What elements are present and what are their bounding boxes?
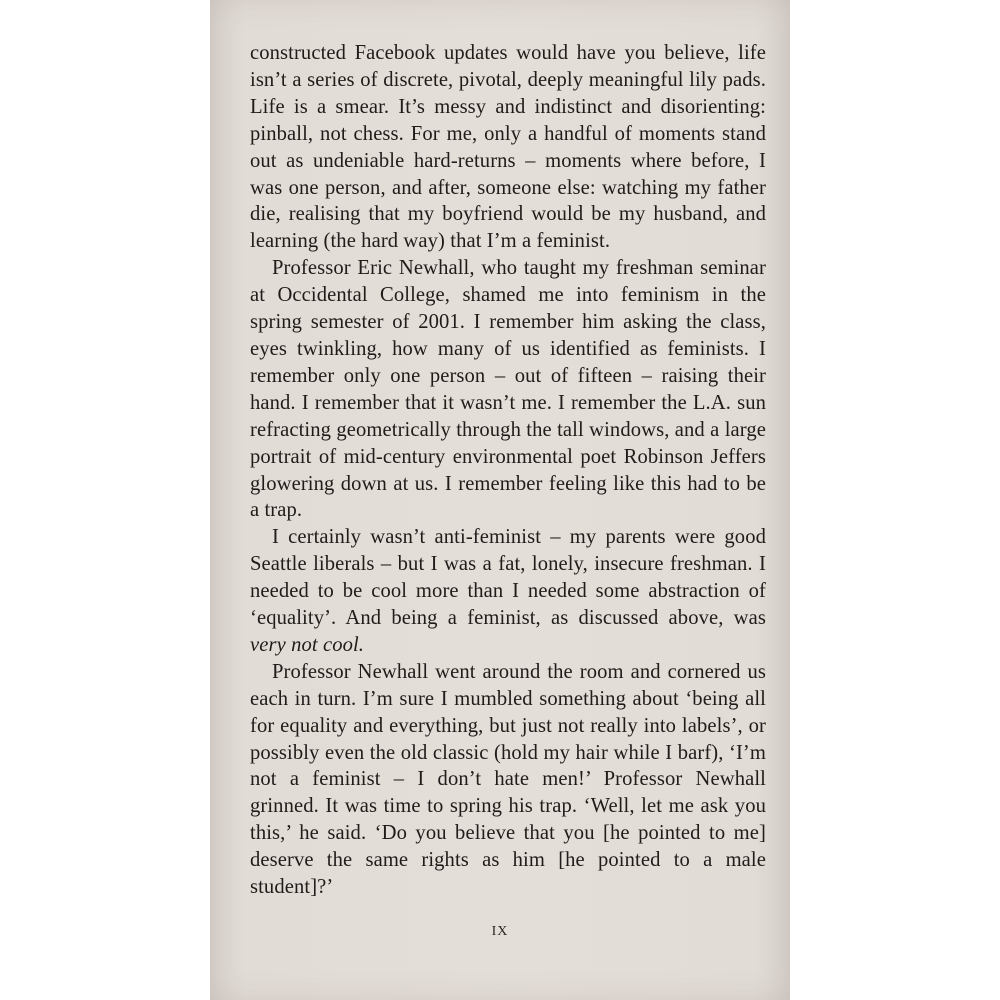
body-text bbox=[250, 40, 766, 901]
paragraph-2: Professor Eric Newhall, who taught my freshman seminar at Occidental College, shamed me into feminism in the spring semester of 2001. I remember him asking the class, eyes twinkling, how many of us identified as feminists. I remember only one person – out of fifteen – raising their hand. I remember that it wasn’t me. I remember the L.A. sun refracting geometrically through the tall windows, and a large portrait of mid-century environmental poet Robinson Jeffers glowering down at us. I remember feeling like this had to be a trap. bbox=[250, 257, 766, 522]
page-number: IX bbox=[491, 924, 509, 939]
paragraph-3-text: I certainly wasn’t anti-feminist – my parents were good Seattle liberals – but I was a fat, lonely, insecure freshman. I needed to be cool more than I needed some abstraction of ‘equality’. And being a feminist, as discussed above, was bbox=[250, 526, 766, 630]
paragraph-3 bbox=[250, 524, 766, 659]
paragraph-4: Professor Newhall went around the room and cornered us each in turn. I’m sure I mumbled something about ‘being all for equality and everything, but just not really into labels’, or possibly even the old classic (hold my hair while I barf), ‘I’m not a feminist – I don’t hate men!’ Professor Newhall grinned. It was time to spring his trap. ‘Well, let me ask you this,’ he said. ‘Do you believe that you [he pointed to me] deserve the same rights as him [he pointed to a male student]?’ bbox=[250, 660, 766, 899]
paragraph-1: constructed Facebook updates would have you believe, life isn’t a series of discrete, pivotal, deeply meaningful lily pads. Life is a smear. It’s messy and indistinct and disorienting: pinball, not chess. For me, only a handful of moments stand out as undeniable hard-returns – moments where before, I was one person, and after, someone else: watching my father die, realising that my boyfriend would be my husband, and learning (the hard way) that I’m a feminist. bbox=[250, 42, 766, 253]
book-page bbox=[210, 0, 790, 1000]
paragraph-3-italic: very not cool. bbox=[250, 633, 365, 656]
